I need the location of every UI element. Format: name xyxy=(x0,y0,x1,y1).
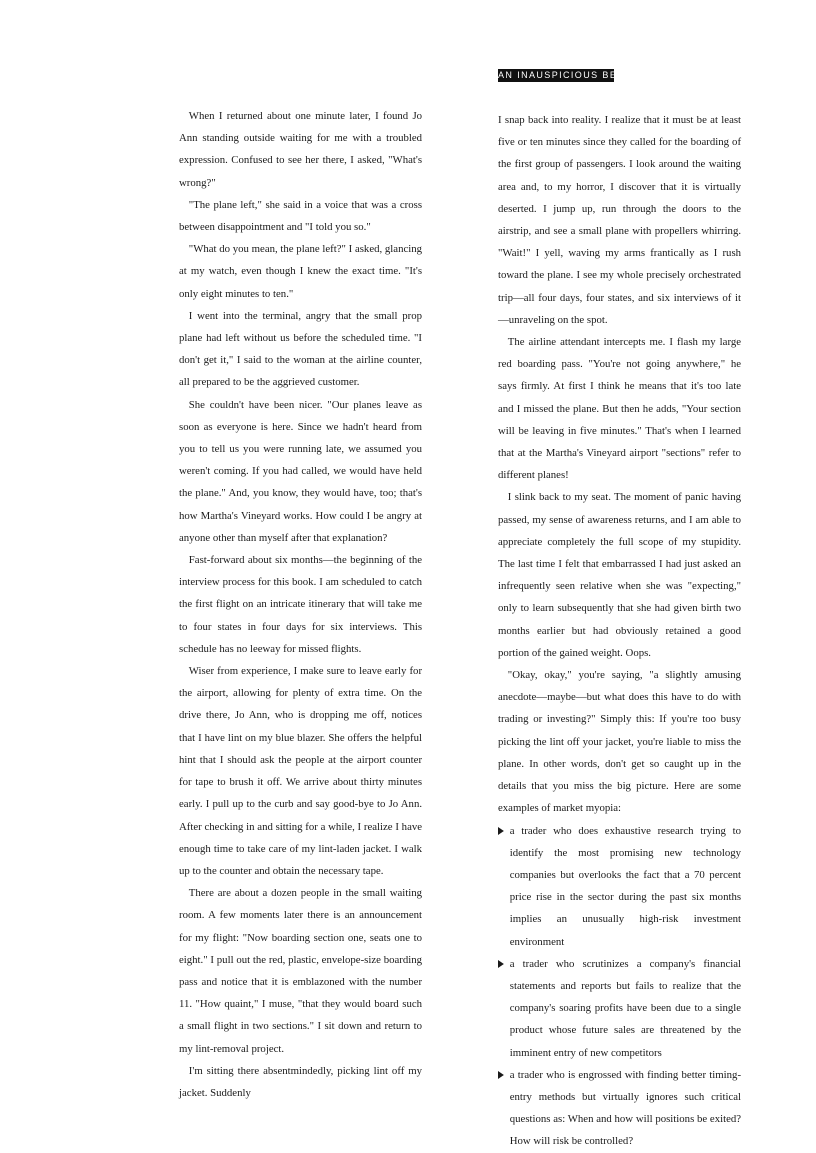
list-item-text: a trader who is engrossed with finding better timing-entry methods but virtually ignores such critical questions as: When and how will positions be exited? How will risk be controlled? xyxy=(509,1068,742,1148)
paragraph: She couldn't have been nicer. "Our planes leave as soon as everyone is here. Since we hadn't heard from you to tell us you were running late, we assumed you weren't coming. If you had called, we would have held the plane." And, you know, they would have, too; that's how Martha's Vineyard works. How could I be angry at anyone other than myself after that explanation? xyxy=(179,398,423,544)
triangle-bullet-icon xyxy=(498,1071,504,1079)
paragraph: Fast-forward about six months—the beginning of the interview process for this book. I am scheduled to catch the first flight on an intricate itinerary that will take me to four states in four days for six interviews. This schedule has no leeway for missed flights. xyxy=(179,554,423,655)
paragraph: I slink back to my seat. The moment of panic having passed, my sense of awareness returns, and I am able to appreciate completely the full scope of my stupidity. The last time I felt that embarrassed I had just asked an infrequently seen relative when she was "expecting," only to learn subsequently that she had given birth two months earlier but had obviously retained a good portion of the gained weight. Oops. xyxy=(498,491,742,659)
paragraph: When I returned about one minute later, I found Jo Ann standing outside waiting for me with a troubled expression. Confused to see her there, I asked, "What's wrong?" xyxy=(179,110,423,189)
list-item xyxy=(498,1064,741,1153)
paragraph: "The plane left," she said in a voice that was a cross between disappointment and "I told you so." xyxy=(179,198,423,234)
triangle-bullet-icon xyxy=(498,827,504,835)
market-myopia-list xyxy=(498,820,741,1153)
right-column xyxy=(498,109,741,1153)
paragraph: "What do you mean, the plane left?" I asked, glancing at my watch, even though I knew the exact time. "It's only eight minutes to ten." xyxy=(179,243,423,300)
list-item-text: a trader who does exhaustive research trying to identify the most promising new technology companies but overlooks the fact that a 70 percent price rise in the sector during the past six months implies an unusually high-risk investment environment xyxy=(509,824,742,948)
triangle-bullet-icon xyxy=(498,960,504,968)
running-head: AN INAUSPICIOUS BEGINNING xyxy=(498,70,666,80)
paragraph: The airline attendant intercepts me. I flash my large red boarding pass. "You're not going anywhere," he says firmly. At first I think he means that it's too late and I missed the plane. But then he adds, "Your section will be leaving in five minutes." That's when I learned that at the Martha's Vineyard airport "sections" refer to different planes! xyxy=(498,336,742,482)
paragraph: "Okay, okay," you're saying, "a slightly amusing anecdote—maybe—but what does this have to do with trading or investing?" Simply this: If you're too busy picking the lint off your jacket, you're liable to miss the plane. In other words, don't get so caught up in the details that you miss the big picture. Here are some examples of market myopia: xyxy=(498,669,742,815)
list-item xyxy=(498,953,741,1064)
left-column xyxy=(179,105,422,1104)
paragraph: I'm sitting there absentmindedly, picking lint off my jacket. Suddenly xyxy=(179,1064,423,1099)
list-item-text: a trader who scrutinizes a company's financial statements and reports but fails to realize that the company's soaring profits have been due to a single product whose future sales are threatened by the imminent entry of new competitors xyxy=(509,957,742,1059)
paragraph: There are about a dozen people in the small waiting room. A few moments later there is an announcement for my flight: "Now boarding section one, seats one to eight." I pull out the red, plastic, envelope-size boarding pass and notice that it is emblazoned with the number 11. "How quaint," I muse, "that they would board such a small flight in two sections." I sit down and return to my lint-removal project. xyxy=(179,887,423,1055)
list-item xyxy=(498,820,741,953)
paragraph: Wiser from experience, I make sure to leave early for the airport, allowing for plenty of extra time. On the drive there, Jo Ann, who is dropping me off, notices that I have lint on my blue blazer. She offers the helpful hint that I should ask the people at the airport counter for tape to brush it off. We arrive about thirty minutes early. I pull up to the curb and say good-bye to Jo Ann. After checking in and sitting for a while, I realize I have enough time to take care of my lint-laden jacket. I walk up to the counter and obtain the necessary tape. xyxy=(179,665,423,877)
paragraph: I went into the terminal, angry that the small prop plane had left without us before the scheduled time. "I don't get it," I said to the woman at the airline counter, all prepared to be the aggrieved customer. xyxy=(179,309,423,389)
paragraph: I snap back into reality. I realize that it must be at least five or ten minutes since they called for the boarding of the first group of passengers. I look around the waiting area and, to my horror, I discover that it is virtually deserted. I jump up, run through the doors to the airstrip, and see a small plane with propellers whirring. "Wait!" I yell, waving my arms frantically as I rush toward the plane. I see my whole precisely orchestrated trip—all four days, four states, and six interviews of it—unraveling on the spot. xyxy=(498,114,742,326)
